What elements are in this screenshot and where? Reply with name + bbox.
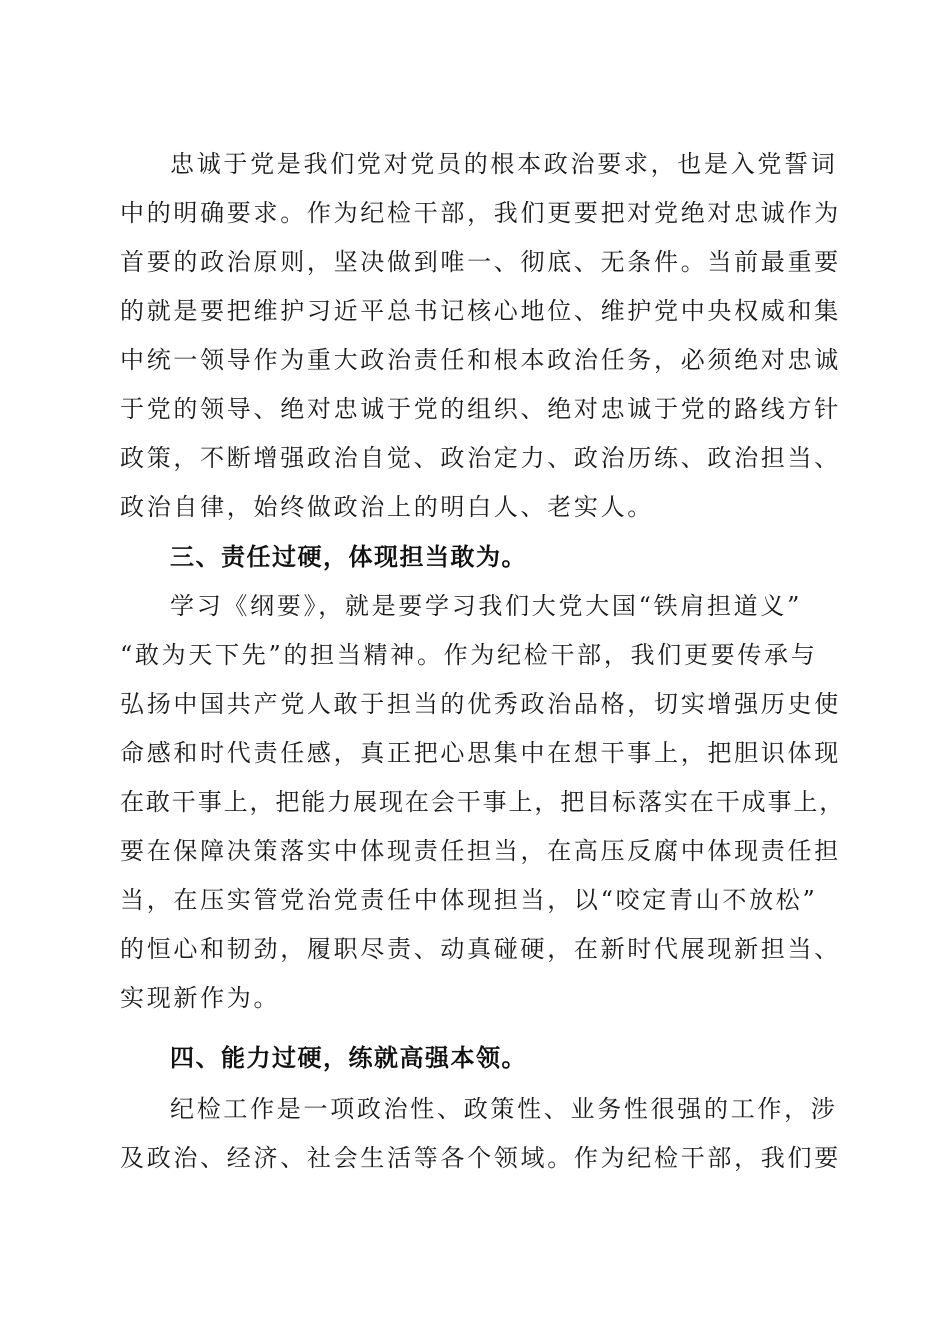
section-3-line-8: 的恒心和韧劲，履职尽责、动真碰硬，在新时代展现新担当、 — [120, 935, 841, 963]
section-3-line-5: 在敢干事上，把能力展现在会干事上，把目标落实在干成事上， — [120, 788, 846, 816]
paragraph-1-line-8: 政治自律，始终做政治上的明白人、老实人。 — [120, 493, 654, 521]
paragraph-1-line-7: 政策，不断增强政治自觉、政治定力、政治历练、政治担当、 — [120, 444, 841, 472]
paragraph-1-line-4: 的就是要把维护习近平总书记核心地位、维护党中央权威和集 — [120, 297, 841, 325]
section-4-heading: 四、能力过硬，练就高强本领。 — [170, 1044, 527, 1072]
section-3-line-2: “敢为天下先”的担当精神。作为纪检干部，我们更要传承与 — [120, 641, 818, 669]
section-3-line-6: 要在保障决策落实中体现责任担当，在高压反腐中体现责任担 — [120, 837, 841, 865]
paragraph-1-line-5: 中统一领导作为重大政治责任和根本政治任务，必须绝对忠诚 — [120, 346, 841, 374]
section-3-heading: 三、责任过硬，体现担当敢为。 — [170, 543, 527, 571]
paragraph-1-line-6: 于党的领导、绝对忠诚于党的组织、绝对忠诚于党的路线方针 — [120, 395, 841, 423]
section-3-line-4: 命感和时代责任感，真正把心思集中在想干事上，把胆识体现 — [120, 739, 841, 767]
section-4-line-2: 及政治、经济、社会生活等各个领域。作为纪检干部，我们要 — [120, 1144, 841, 1172]
section-3-line-7: 当，在压实管党治党责任中体现担当，以“咬定青山不放松” — [120, 886, 818, 914]
paragraph-1-line-3: 首要的政治原则，坚决做到唯一、彻底、无条件。当前最重要 — [120, 248, 841, 276]
section-4-line-1: 纪检工作是一项政治性、政策性、业务性很强的工作，涉 — [170, 1095, 838, 1123]
paragraph-1-line-2: 中的明确要求。作为纪检干部，我们更要把对党绝对忠诚作为 — [120, 199, 841, 227]
paragraph-1-line-1: 忠诚于党是我们党对党员的根本政治要求，也是入党誓词 — [170, 150, 838, 178]
section-3-line-3: 弘扬中国共产党人敢于担当的优秀政治品格，切实增强历史使 — [120, 690, 841, 718]
section-3-line-1: 学习《纲要》，就是要学习我们大党大国“铁肩担道义” — [170, 592, 803, 620]
section-3-line-9: 实现新作为。 — [120, 984, 281, 1012]
